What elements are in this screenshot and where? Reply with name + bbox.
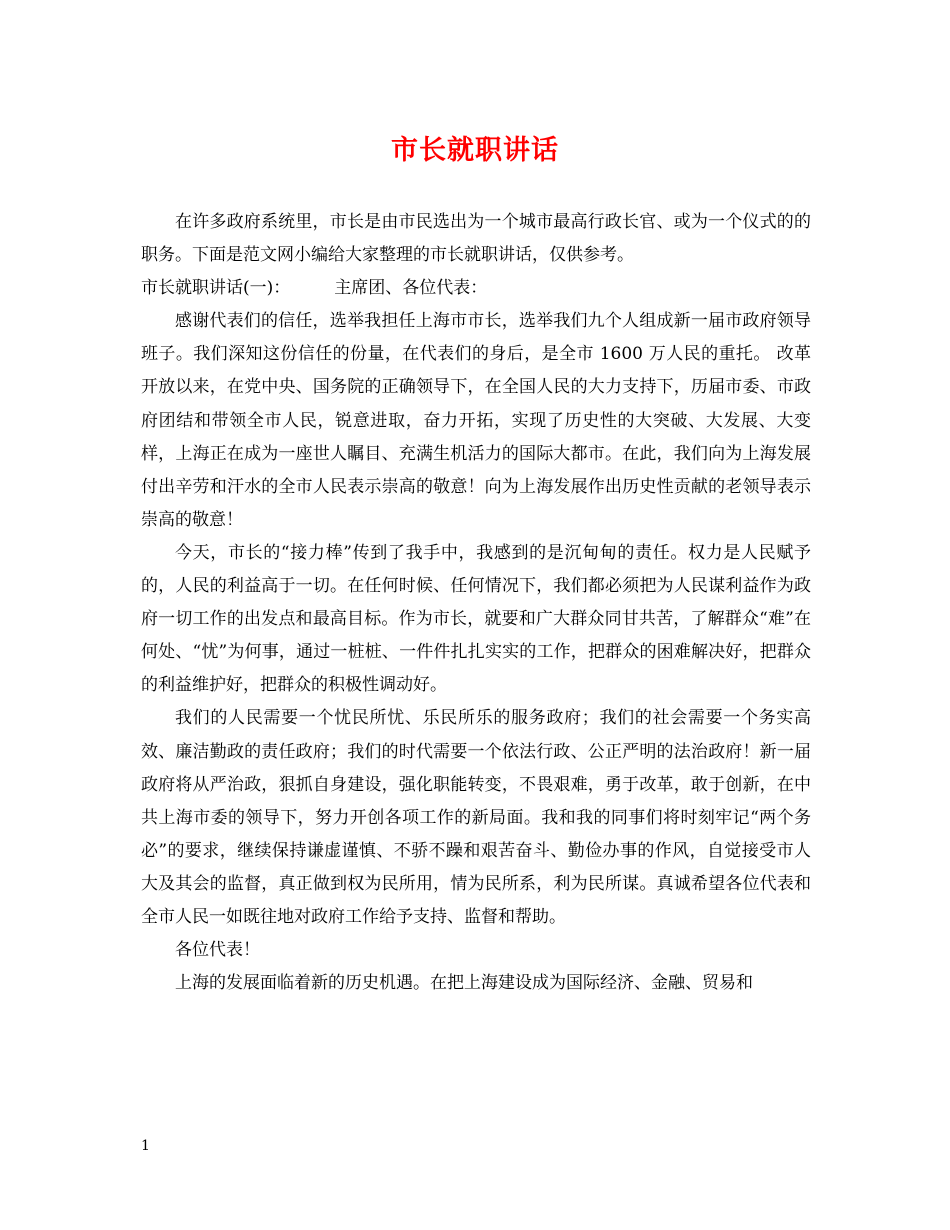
body-paragraph: 我们的人民需要一个忧民所忧、乐民所乐的服务政府；我们的社会需要一个务实高效、廉洁勤政的责任政府；我们的时代需要一个依法行政、公正严明的法治政府！新一届政府将从严治政，狠抓自身建设，强化职能转变，不畏艰难，勇于改革，敢于创新，在中共上海市委的领导下，努力开创各项工作的新局面。我和我的同事们将时刻牢记“两个务必”的要求，继续保持谦虚谨慎、不骄不躁和艰苦奋斗、勤俭办事的作风，自觉接受市人大及其会的监督，真正做到权为民所用，情为民所系，利为民所谋。真诚希望各位代表和全市人民一如既往地对政府工作给予支持、监督和帮助。 xyxy=(141,708,811,927)
page-number: 1 xyxy=(141,1138,150,1154)
document-body xyxy=(141,206,811,1000)
document-title: 市长就职讲话 xyxy=(391,135,559,166)
salutation: 主席团、各位代表： xyxy=(334,278,488,299)
intro-paragraph: 在许多政府系统里，市长是由市民选出为一个城市最高行政长官、或为一个仪式的的职务。下面是范文网小编给大家整理的市长就职讲话，仅供参考。 xyxy=(141,212,811,266)
section-heading: 市长就职讲话(一)： xyxy=(141,278,291,299)
section-heading-line xyxy=(141,272,811,305)
body-paragraph: 上海的发展面临着新的历史机遇。在把上海建设成为国际经济、金融、贸易和 xyxy=(175,973,753,994)
body-paragraph: 今天，市长的“接力棒”传到了我手中，我感到的是沉甸甸的责任。权力是人民赋予的，人民的利益高于一切。在任何时候、任何情况下，我们都必须把为人民谋利益作为政府一切工作的出发点和最高目标。作为市长，就要和广大群众同甘共苦，了解群众“难”在何处、“忧”为何事，通过一桩桩、一件件扎扎实实的工作，把群众的困难解决好，把群众的利益维护好，把群众的积极性调动好。 xyxy=(141,542,811,696)
body-paragraph: 感谢代表们的信任，选举我担任上海市市长，选举我们九个人组成新一届市政府领导班子。我们深知这份信任的份量，在代表们的身后，是全市 1600 万人民的重托。 改革开放以来，在党中央、国务院的正确领导下，在全国人民的大力支持下，历届市委、市政府团结和带领全市人民，锐意进取，奋力开拓，实现了历史性的大突破、大发展、大变样，上海正在成为一座世人瞩目、充满生机活力的国际大都市。在此，我们向为上海发展付出辛劳和汗水的全市人民表示崇高的敬意！向为上海发展作出历史性贡献的老领导表示崇高的敬意！ xyxy=(141,311,811,530)
body-paragraph: 各位代表！ xyxy=(175,940,260,961)
